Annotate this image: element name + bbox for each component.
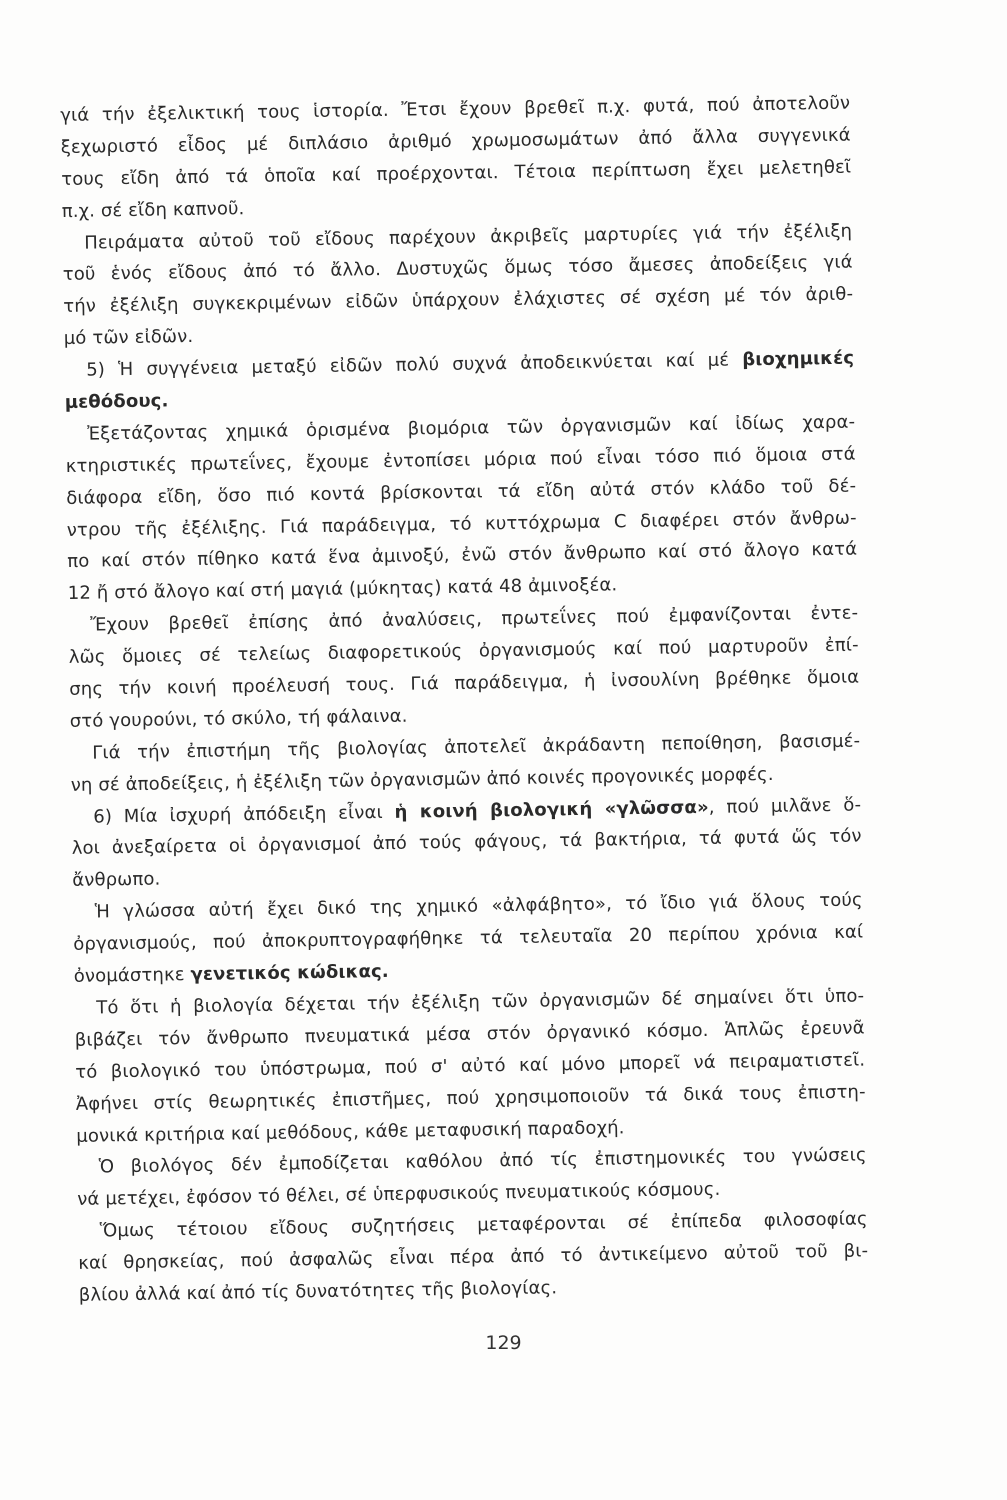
text-line-content: στό γουρούνι, τό σκύλο, τή φάλαινα. — [69, 705, 408, 732]
text-line-content: Ἀφήνει στίς θεωρητικές ἐπιστῆμες, πού χρησιμοποιοῦν τά δικά τους ἐπιστη- — [75, 1081, 866, 1115]
text-line-content: νη σέ ἀποδείξεις, ἡ ἐξέλιξη τῶν ὀργανισμῶν ἀπό κοινές προγονικές μορφές. — [70, 763, 774, 796]
text-line-content: ξεχωριστό εἶδος μέ διπλάσιο ἀριθμό χρωμοσωμάτων ἀπό ἄλλα συγγενικά — [60, 124, 851, 158]
text-line-content: μό τῶν εἰδῶν. — [63, 326, 194, 350]
text-line-content: βιβάζει τόν ἄνθρωπο πνευματικά μέσα στόν ὀργανικό κόσμο. Ἁπλῶς ἐρευνᾶ — [74, 1017, 865, 1051]
text-line-content: 6) Μία ἰσχυρή ἀπόδειξη εἶναι — [93, 801, 395, 828]
text-line-content: Πειράματα αὐτοῦ τοῦ εἴδους παρέχουν ἀκριβεῖς μαρτυρίες γιά τήν ἐξέλιξη — [84, 220, 853, 254]
text-line-content: Ὁ βιολόγος δέν ἐμποδίζεται καθόλου ἀπό τίς ἐπιστημονικές του γνώσεις — [98, 1144, 867, 1178]
text-line-content: ὀνομάστηκε — [73, 964, 191, 987]
text-line-content: τήν ἐξέλιξη συγκεκριμένων εἰδῶν ὑπάρχουν ἐλάχιστες σέ σχέση μέ τόν ἀριθ- — [63, 283, 854, 318]
text-line-content: νά μετέχει, ἐφόσον τό θέλει, σέ ὑπερφυσικούς πνευματικούς κόσμους. — [77, 1179, 721, 1211]
text-line-content: λοι ἀνεξαίρετα οἱ ὀργανισμοί ἀπό τούς φάγους, τά βακτήρια, τά φυτά ὥς τόν — [71, 825, 862, 860]
text-line-content: Ἐξετάζοντας χημικά ὁρισμένα βιομόρια τῶν ὀργανισμῶν καί ἰδίως χαρα- — [87, 411, 856, 445]
text-line-content: τό βιολογικό του ὑπόστρωμα, πού σ' αὐτό καί μόνο μπορεῖ νά πειραματιστεῖ. — [75, 1049, 866, 1083]
text-line-content: π.χ. σέ εἴδη καπνοῦ. — [61, 197, 245, 222]
emphasized-term: ἡ κοινή βιολογική «γλῶσσα» — [394, 796, 709, 823]
text-line-content: ντρου τῆς ἐξέλιξης. Γιά παράδειγμα, τό κυττόχρωμα C διαφέρει στόν ἄνθρω- — [66, 507, 857, 541]
text-line-content: ὀργανισμούς, πού ἀποκρυπτογραφήθηκε τά τελευταῖα 20 περίπου χρόνια καί — [73, 921, 864, 956]
emphasized-term: γενετικός κώδικας. — [190, 960, 389, 986]
text-line-content: σης τήν κοινή προέλευσή τους. Γιά παράδειγμα, ἡ ἰνσουλίνη βρέθηκε ὅμοια — [69, 666, 860, 700]
text-line-content: πο καί στόν πίθηκο κατά ἕνα ἀμινοξύ, ἐνῶ στόν ἄνθρωπο καί στό ἄλογο κατά — [67, 539, 858, 573]
text-line-content: βλίου ἀλλά καί ἀπό τίς δυνατότητες τῆς βιολογίας. — [78, 1277, 558, 1306]
text-line-content: γιά τήν ἐξελικτική τους ἱστορία. Ἔτσι ἔχουν βρεθεῖ π.χ. φυτά, πού ἀποτελοῦν — [60, 92, 851, 126]
emphasized-term: βιοχημικές — [742, 347, 855, 371]
text-line-content: κτηριστικές πρωτεΐνες, ἔχουμε ἐντοπίσει μόρια πού εἶναι τόσο πιό ὅμοια στά — [65, 443, 856, 477]
text-line-content: τοῦ ἑνός εἴδους ἀπό τό ἄλλο. Δυστυχῶς ὅμως τόσο ἄμεσες ἀποδείξεις γιά — [62, 252, 853, 286]
text-line-content: καί θρησκείας, πού ἀσφαλῶς εἶναι πέρα ἀπό τό ἀντικείμενο αὐτοῦ τοῦ βι- — [78, 1240, 869, 1274]
text-line-content: τους εἴδη ἀπό τά ὁποῖα καί προέρχονται. Τέτοια περίπτωση ἔχει μελετηθεῖ — [61, 156, 852, 190]
text-line-content: 12 ἤ στό ἄλογο καί στή μαγιά (μύκητας) κατά 48 ἀμινοξέα. — [67, 574, 618, 605]
text-line-content: λῶς ὅμοιες σέ τελείως διαφορετικούς ὀργανισμούς καί πού μαρτυροῦν ἐπί- — [68, 634, 859, 669]
text-line-content: Γιά τήν ἐπιστήμη τῆς βιολογίας ἀποτελεῖ ἀκράδαντη πεποίθηση, βασισμέ- — [92, 730, 861, 764]
text-line-content: Τό ὅτι ἡ βιολογία δέχεται τήν ἐξέλιξη τῶν ὀργανισμῶν δέ σημαίνει ὅτι ὑπο- — [96, 985, 865, 1019]
text-line-continuation: , πού μιλᾶνε ὅ- — [708, 794, 862, 818]
body-text — [60, 88, 869, 1312]
emphasized-term: μεθόδους. — [64, 390, 169, 413]
text-line-content: Ὅμως τέτοιου εἴδους συζητήσεις μεταφέρονται σέ ἐπίπεδα φιλοσοφίας — [99, 1208, 868, 1242]
page-number: 129 — [485, 1332, 522, 1354]
text-line-content: μονικά κριτήρια καί μεθόδους, κάθε μεταφυσική παραδοχή. — [76, 1116, 625, 1147]
text-line-content: διάφορα εἴδη, ὅσο πιό κοντά βρίσκονται τά εἴδη αὐτά στόν κλάδο τοῦ δέ- — [66, 475, 857, 509]
text-line-content: ἄνθρωπο. — [72, 868, 161, 892]
text-line-content: Ἔχουν βρεθεῖ ἐπίσης ἀπό ἀναλύσεις, πρωτεΐνες πού ἐμφανίζονται ἐντε- — [90, 602, 859, 636]
text-line-content: 5) Ἡ συγγένεια μεταξύ εἰδῶν πολύ συχνά ἀποδεικνύεται καί μέ — [86, 349, 743, 381]
text-line-content: Ἡ γλώσσα αὐτή ἔχει δικό της χημικό «ἀλφάβητο», τό ἴδιο γιά ὅλους τούς — [94, 889, 863, 923]
